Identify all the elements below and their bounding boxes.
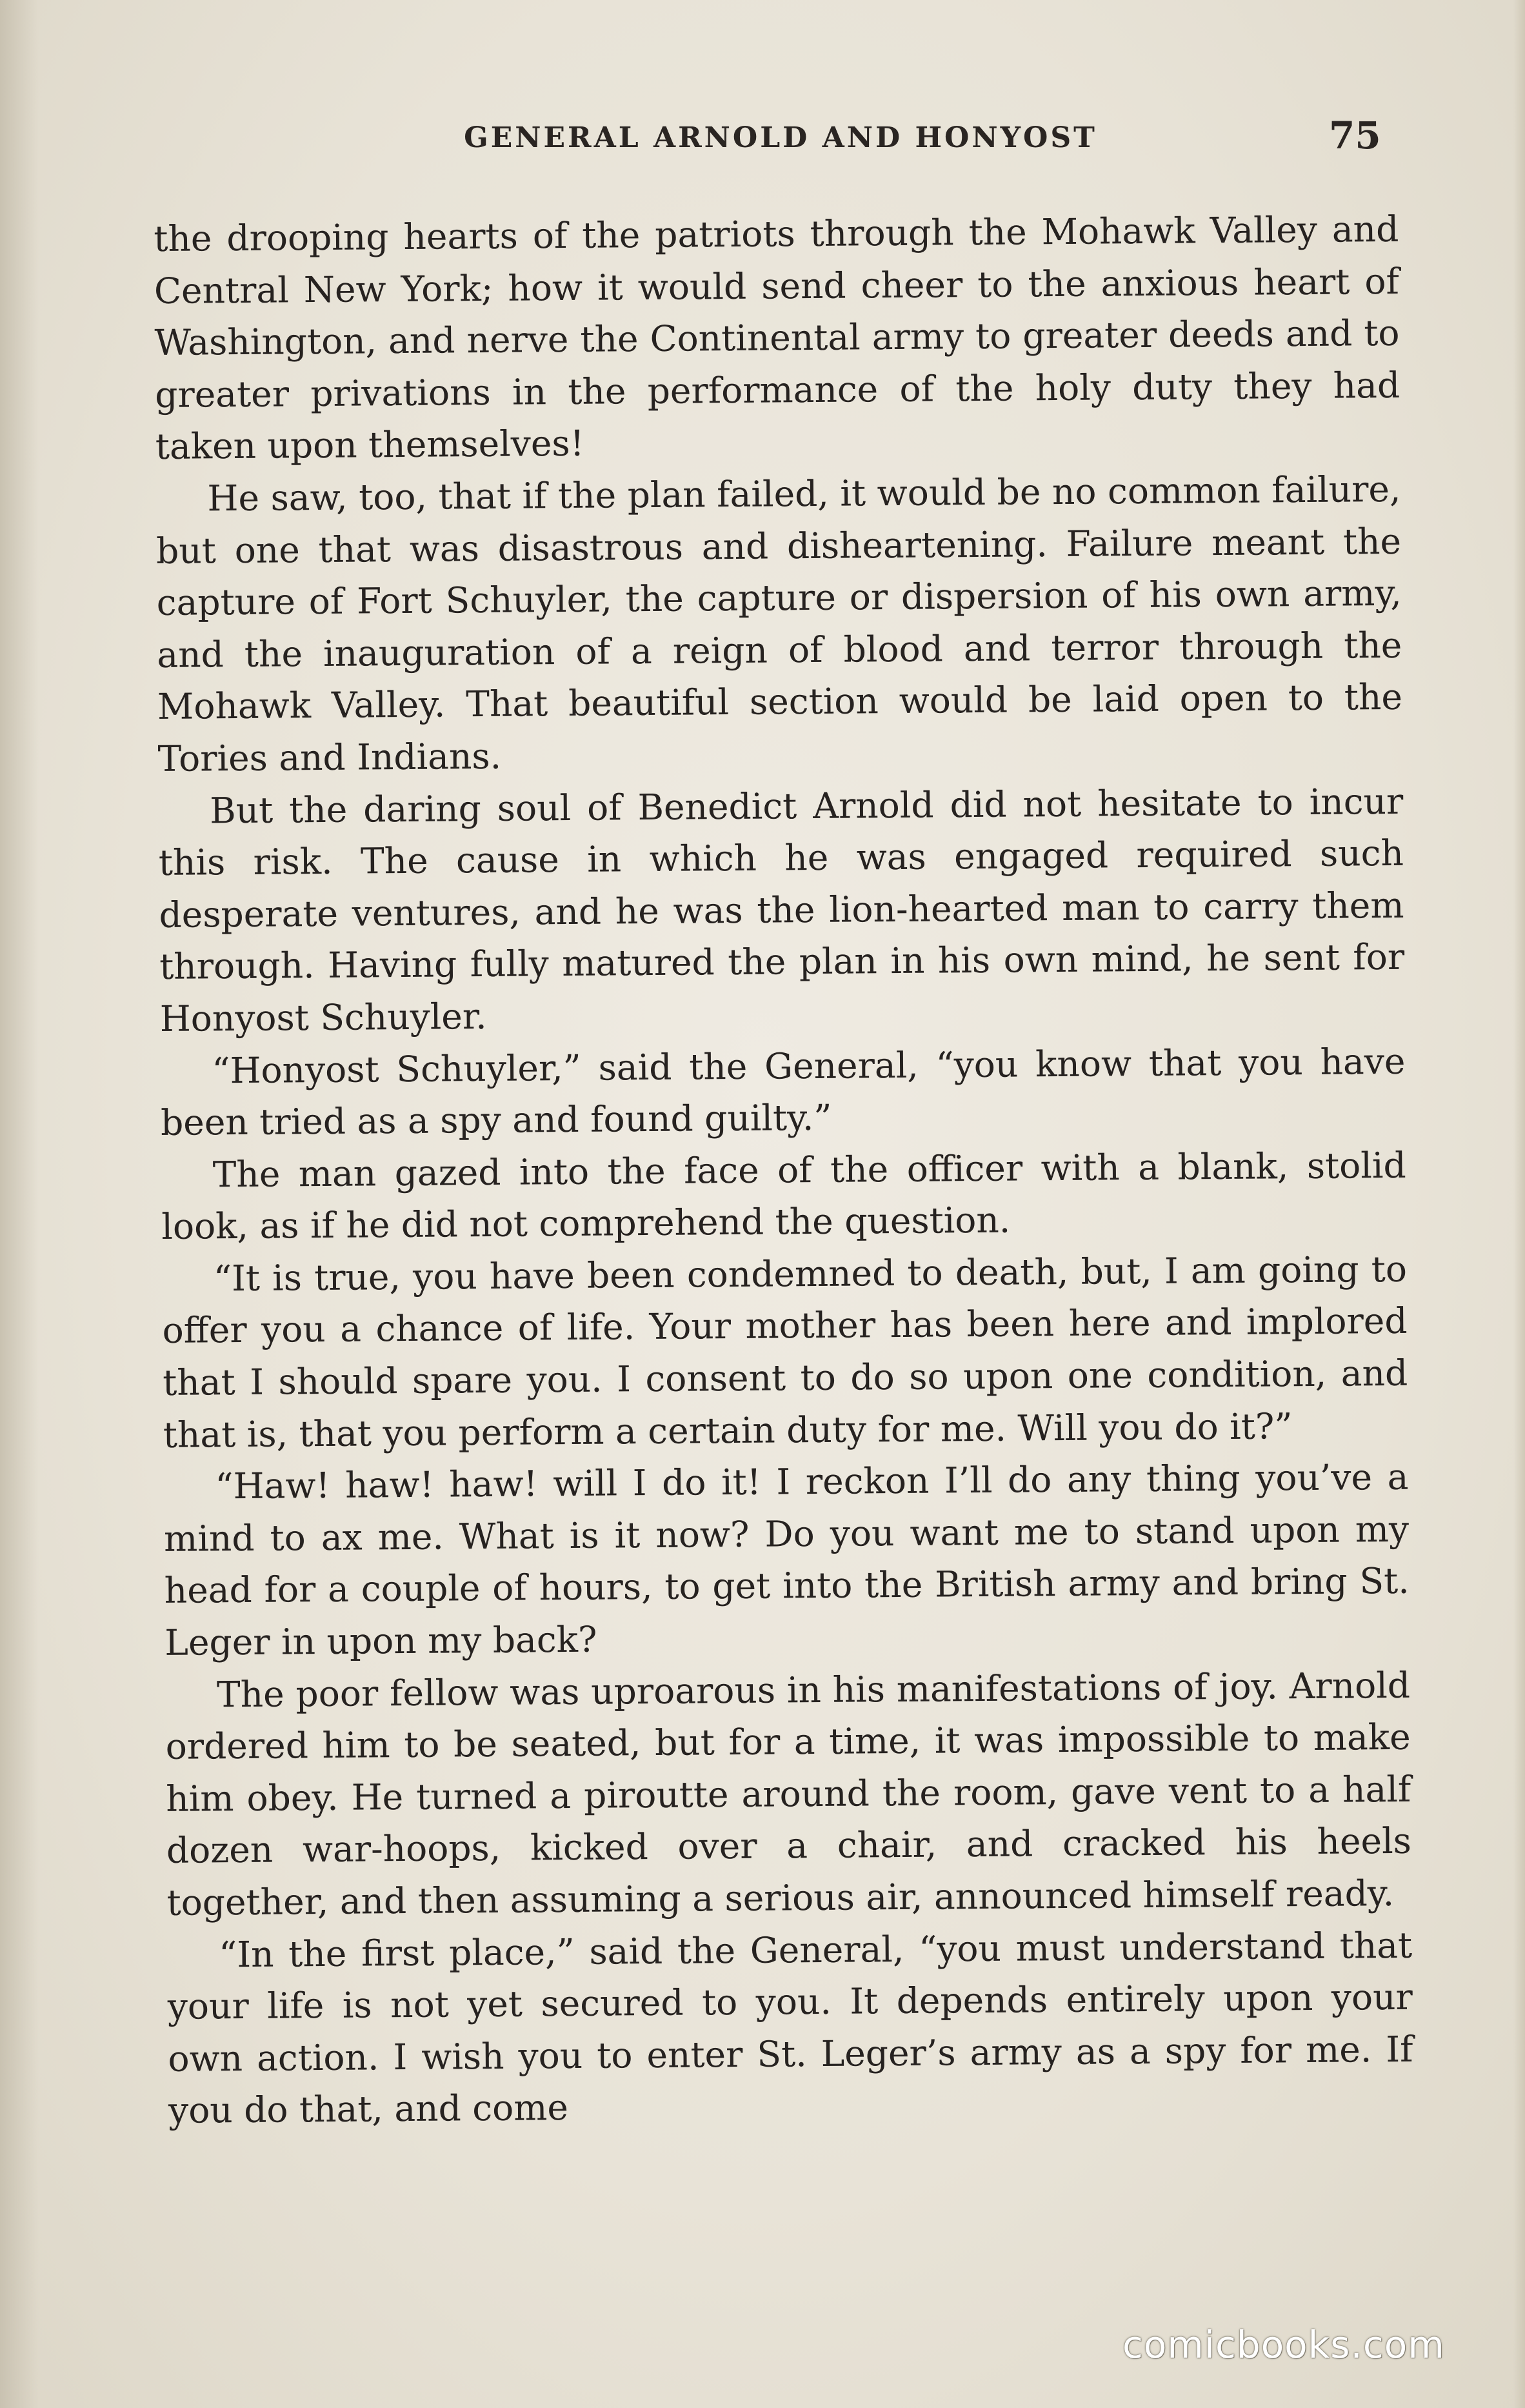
page-number: 75 bbox=[1329, 114, 1381, 157]
paragraph-5: The man gazed into the face of the officer with a blank, stolid look, as if he did not comprehend the question. bbox=[161, 1144, 1406, 1248]
paragraph-9: “In the first place,” said the General, “you must understand that your life is not yet secured to you. It depends entirely upon your own action. I wish you to enter St. Leger’s army as a spy for me. If you do that, and come bbox=[167, 1924, 1413, 2132]
page-edge-shadow bbox=[1513, 0, 1525, 2408]
paragraph-6: “It is true, you have been condemned to death, but, I am going to offer you a chance of life. Your mother has been here and implored that I should spare you. I consent to do so upon one condition, and that is, that you perform a certain duty for me. Will you do it?” bbox=[162, 1248, 1408, 1456]
running-head: GENERAL ARNOLD AND HONYOST bbox=[464, 121, 1097, 154]
watermark: comicbooks.com bbox=[1122, 2323, 1445, 2367]
paragraph-4: “Honyost Schuyler,” said the General, “you know that you have been tried as a spy and found guilty.” bbox=[160, 1040, 1406, 1144]
paragraph-1: the drooping hearts of the patriots through the Mohawk Valley and Central New York; how it would send cheer to the anxious heart of Washington, and nerve the Continental army to greater deeds and to greater privations in the performance of the holy duty they had taken upon themselves! bbox=[154, 208, 1400, 468]
body-text bbox=[154, 203, 1413, 2137]
paragraph-2: He saw, too, that if the plan failed, it would be no common failure, but one that was disastrous and disheartening. Failure meant the capture of Fort Schuyler, the capture or dispersion of his own army, and the inauguration of a reign of blood and terror through the Mohawk Valley. That beautiful section would be laid open to the Tories and Indians. bbox=[155, 468, 1403, 779]
paragraph-7: “Haw! haw! haw! will I do it! I reckon I’ll do any thing you’ve a mind to ax me. What is it now? Do you want me to stand upon my head for a couple of hours, to get into the British army and bring St. Leger in upon my back? bbox=[163, 1456, 1410, 1663]
page-gutter-shadow bbox=[0, 0, 39, 2408]
paragraph-3: But the daring soul of Benedict Arnold did not hesitate to incur this risk. The cause in which he was engaged required such desperate ventures, and he was the lion-hearted man to carry them through. Having fully matured the plan in his own mind, he sent for Honyost Schuyler. bbox=[158, 780, 1405, 1039]
paragraph-8: The poor fellow was uproarous in his manifestations of joy. Arnold ordered him to be seated, but for a time, it was impossible to make him obey. He turned a piroutte around the room, gave vent to a half dozen war-hoops, kicked over a chair, and cracked his heels together, and then assuming a serious air, announced himself ready. bbox=[165, 1664, 1412, 1923]
